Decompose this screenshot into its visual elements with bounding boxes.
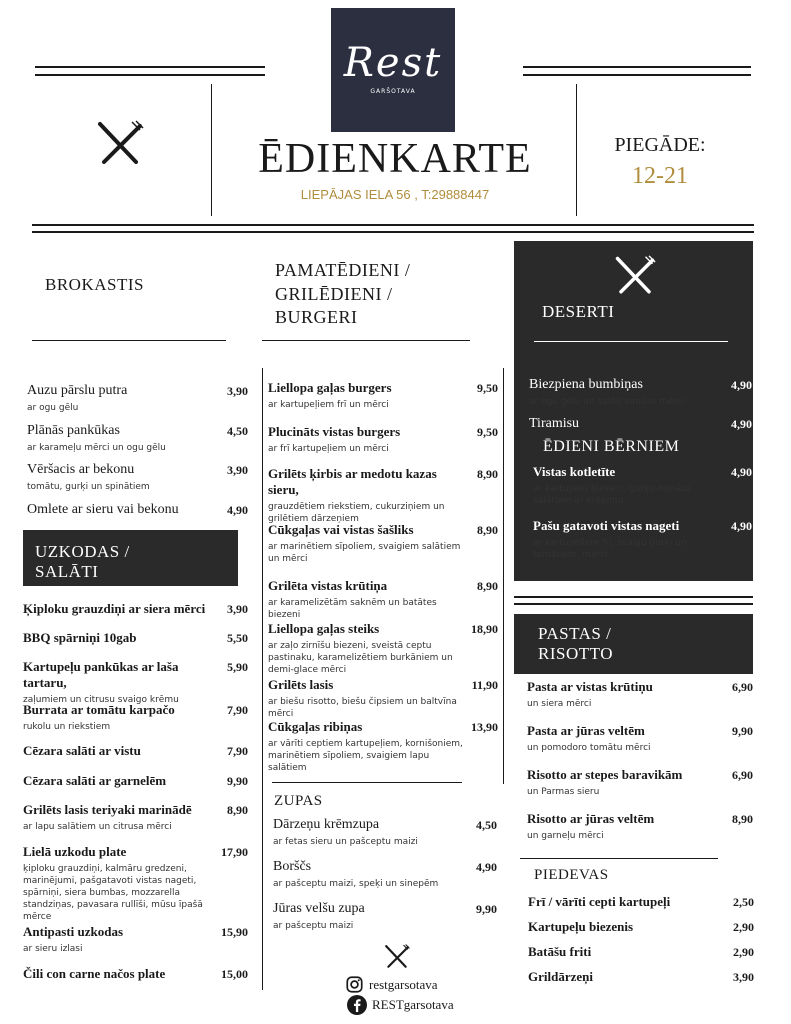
menu-item-price: 8,90 bbox=[477, 579, 498, 593]
menu-item-description: ar sieru izlasi bbox=[23, 944, 83, 954]
menu-item-name: Biezpiena bumbiņas bbox=[529, 377, 643, 392]
menu-item-price: 7,90 bbox=[227, 744, 248, 758]
menu-item-price: 11,90 bbox=[471, 678, 498, 692]
menu-item-price: 3,90 bbox=[227, 384, 248, 398]
menu-item-description: ar zaļo zirnīšu biezeni, sveistā ceptu pastinaku, karamelizētiem burkāniem un demi-glace mērci bbox=[268, 641, 453, 675]
menu-item-price: 3,90 bbox=[227, 602, 248, 616]
menu-item bbox=[527, 767, 753, 798]
menu-item-price: 6,90 bbox=[732, 768, 753, 782]
menu-item-description: tomātu, gurķi un spinātiem bbox=[27, 482, 150, 492]
menu-item-name: Risotto ar stepes baravikām bbox=[527, 767, 683, 782]
instagram-icon bbox=[346, 976, 363, 993]
section-title-uzkodas-line1: UZKODAS / bbox=[35, 542, 130, 561]
menu-item-description: ar pašceptu maizi, speķi un sinepēm bbox=[273, 879, 439, 889]
menu-item bbox=[23, 630, 248, 646]
menu-item bbox=[527, 679, 753, 710]
menu-item-description: ar karameļu mērci un ogu gēlu bbox=[27, 443, 166, 453]
menu-item bbox=[23, 966, 248, 982]
menu-item-price: 15,00 bbox=[221, 967, 248, 981]
menu-item bbox=[27, 462, 248, 493]
menu-item-name: Čili con carne načos plate bbox=[23, 966, 166, 981]
menu-item-name: Pasta ar jūras veltēm bbox=[527, 723, 645, 738]
menu-item-name: Plucināts vistas burgers bbox=[268, 424, 401, 439]
menu-item bbox=[268, 578, 498, 621]
menu-item bbox=[23, 924, 248, 955]
menu-item-name: Lielā uzkodu plate bbox=[23, 844, 127, 859]
menu-item bbox=[23, 601, 248, 617]
menu-item-price: 15,90 bbox=[221, 925, 248, 939]
delivery-hours: 12-21 bbox=[632, 163, 688, 189]
facebook-link[interactable] bbox=[346, 994, 454, 1016]
menu-item-name: Batāšu friti bbox=[528, 944, 592, 959]
menu-item-name: Vistas kotletīte bbox=[533, 464, 616, 479]
menu-item-price: 4,50 bbox=[227, 424, 248, 438]
menu-item-price: 9,90 bbox=[732, 724, 753, 738]
menu-item bbox=[529, 377, 752, 408]
menu-item bbox=[533, 464, 752, 507]
logo-subtitle: GARŠOTAVA bbox=[370, 88, 416, 95]
menu-item-price: 6,90 bbox=[732, 680, 753, 694]
menu-item-price: 4,90 bbox=[731, 378, 752, 392]
section-title-uzkodas-line2: SALĀTI bbox=[35, 562, 99, 581]
menu-item bbox=[268, 424, 498, 455]
menu-item-name: Dārzeņu krēmzupa bbox=[273, 817, 380, 832]
menu-item bbox=[273, 859, 497, 890]
menu-item-description: ar biešu risotto, biešu čipsiem un baltvīna mērci bbox=[268, 697, 457, 719]
section-title-pastas-line2: RISOTTO bbox=[538, 644, 613, 663]
menu-item-price: 8,90 bbox=[732, 812, 753, 826]
menu-item-description: ar pašceptu maizi bbox=[273, 921, 354, 931]
menu-item-name: Auzu pārslu putra bbox=[27, 383, 128, 398]
uzkodas-header bbox=[23, 530, 238, 586]
menu-item bbox=[23, 743, 248, 759]
menu-item bbox=[27, 383, 248, 414]
menu-item bbox=[23, 844, 248, 923]
menu-item-name: Grilēts lasis bbox=[268, 677, 334, 692]
menu-item-name: Risotto ar jūras veltēm bbox=[527, 811, 655, 826]
menu-item-name: Kartupeļu pankūkas ar laša tartaru, bbox=[23, 659, 179, 690]
menu-item bbox=[268, 380, 498, 411]
menu-item bbox=[529, 416, 752, 432]
menu-item-description: un garneļu mērci bbox=[527, 831, 604, 841]
menu-item-name: Cūkgaļas ribiņas bbox=[268, 719, 363, 734]
menu-item-description: rukolu un riekstiem bbox=[23, 722, 111, 732]
menu-item bbox=[273, 817, 497, 848]
menu-item-name: Vēršacis ar bekonu bbox=[27, 462, 135, 477]
menu-item-description: ar frī kartupeļiem un mērci bbox=[268, 444, 389, 454]
menu-item-price: 4,90 bbox=[476, 860, 497, 874]
menu-item bbox=[527, 723, 753, 754]
section-title-deserti: DESERTI bbox=[542, 302, 615, 321]
menu-item-description: ar ogu gēlu bbox=[27, 403, 79, 413]
pastas-header bbox=[514, 614, 753, 674]
menu-item-description: ar marinētiem sīpoliem, svaigiem salātiem un mērci bbox=[268, 542, 461, 564]
menu-item-description: ķiploku grauzdiņi, kalmāru gredzeni, marinējumi, pašgatavoti vistas nageti, spārniņi, siera bumbas, mozzarella standziņas, pavasara rullīši, mūsu īpašā mērce bbox=[23, 864, 203, 922]
menu-item-name: Borščs bbox=[273, 859, 312, 874]
menu-item-price: 4,50 bbox=[476, 818, 497, 832]
menu-item bbox=[268, 677, 498, 720]
section-title-piedevas: PIEDEVAS bbox=[534, 867, 609, 883]
section-title-brokastis: BROKASTIS bbox=[45, 275, 144, 294]
menu-item-description: ar vārīti ceptiem kartupeļiem, kornišoniem, marinētiem sīpoliem, svaigiem lapu salātiem bbox=[268, 739, 463, 773]
menu-item bbox=[23, 659, 248, 706]
menu-item-description: ar karamelizētām saknēm un batātes biezeni bbox=[268, 598, 437, 620]
facebook-handle: RESTgarsotava bbox=[372, 997, 454, 1012]
menu-item bbox=[528, 894, 754, 910]
menu-item-price: 9,90 bbox=[227, 774, 248, 788]
menu-item bbox=[268, 621, 498, 676]
cutlery-icon bbox=[96, 120, 144, 168]
menu-item-price: 8,90 bbox=[227, 803, 248, 817]
menu-item bbox=[23, 773, 248, 789]
section-title-berniem: ĒDIENI BĒRNIEM bbox=[543, 438, 680, 455]
menu-item-name: Ķiploku grauzdiņi ar siera mērci bbox=[23, 601, 206, 616]
menu-item bbox=[27, 502, 248, 518]
menu-item-description: ar ogu gēlu un saldo vaniļas mērci bbox=[529, 397, 685, 407]
menu-item-name: Grildārzeņi bbox=[528, 969, 593, 984]
menu-item-name: Cēzara salāti ar vistu bbox=[23, 743, 141, 758]
menu-item-price: 2,90 bbox=[733, 920, 754, 934]
menu-item bbox=[268, 522, 498, 565]
menu-item-description: ar kartupeļiem frī un mērci bbox=[268, 400, 389, 410]
menu-item-description: un siera mērci bbox=[527, 699, 592, 709]
menu-item-name: Burrata ar tomātu karpačo bbox=[23, 702, 175, 717]
menu-item-name: Jūras velšu zupa bbox=[273, 901, 365, 916]
menu-item-price: 4,90 bbox=[731, 465, 752, 479]
menu-item-price: 8,90 bbox=[477, 523, 498, 537]
menu-item bbox=[23, 702, 248, 733]
section-title-pamatedieni-line3: BURGERI bbox=[275, 307, 358, 327]
menu-item-price: 3,90 bbox=[227, 463, 248, 477]
menu-item bbox=[528, 969, 754, 985]
menu-item-price: 5,90 bbox=[227, 660, 248, 674]
menu-item bbox=[528, 919, 754, 935]
menu-item-description: ar kartupeļu biezeni, gurķu-tomātu salātiem ar krējumu bbox=[533, 484, 691, 506]
menu-item-name: Pašu gatavoti vistas nageti bbox=[533, 518, 680, 533]
menu-item-description: ar lapu salātiem un citrusa mērci bbox=[23, 822, 172, 832]
section-title-zupas: ZUPAS bbox=[274, 793, 323, 809]
menu-item-name: Grilēta vistas krūtiņa bbox=[268, 578, 388, 593]
menu-item-name: Antipasti uzkodas bbox=[23, 924, 124, 939]
menu-item-price: 2,90 bbox=[733, 945, 754, 959]
menu-item-name: Omlete ar sieru vai bekonu bbox=[27, 502, 179, 517]
instagram-link[interactable] bbox=[346, 976, 438, 993]
menu-item-name: Pasta ar vistas krūtiņu bbox=[527, 679, 653, 694]
menu-item-price: 18,90 bbox=[471, 622, 498, 636]
menu-item-name: Grilēts ķirbis ar medotu kazas sieru, bbox=[268, 466, 437, 497]
menu-item-price: 4,90 bbox=[227, 503, 248, 517]
facebook-icon bbox=[346, 994, 368, 1016]
logo bbox=[331, 8, 455, 132]
menu-item-name: Liellopa gaļas burgers bbox=[268, 380, 392, 395]
menu-item-description: grauzdētiem riekstiem, cukurziņiem un grilētiem dārzeņiem bbox=[268, 502, 445, 524]
menu-item-price: 9,50 bbox=[477, 381, 498, 395]
menu-item-name: Tiramisu bbox=[529, 416, 580, 431]
logo-script: Rest bbox=[343, 40, 443, 86]
menu-item bbox=[23, 802, 248, 833]
menu-item-price: 4,90 bbox=[731, 417, 752, 431]
cutlery-icon-footer bbox=[384, 944, 410, 970]
menu-item bbox=[533, 518, 752, 561]
menu-item bbox=[268, 719, 498, 774]
menu-item-name: Cūkgaļas vai vistas šašliks bbox=[268, 522, 414, 537]
page-title: ĒDIENKARTE bbox=[258, 136, 532, 182]
menu-item-description: un pomodoro tomātu mērci bbox=[527, 743, 651, 753]
menu-item-price: 13,90 bbox=[471, 720, 498, 734]
menu-item-price: 9,90 bbox=[476, 902, 497, 916]
menu-item-price: 4,90 bbox=[731, 519, 752, 533]
menu-item-description: ar fetas sieru un pašceptu maizi bbox=[273, 837, 418, 847]
menu-item bbox=[27, 423, 248, 454]
section-title-pastas-line1: PASTAS / bbox=[538, 624, 612, 643]
menu-item-price: 3,90 bbox=[733, 970, 754, 984]
menu-item-price: 9,50 bbox=[477, 425, 498, 439]
menu-item-price: 7,90 bbox=[227, 703, 248, 717]
menu-item-description: ar kartupeļiem frī, svaigu gurķi un tomātiem, mērci bbox=[533, 538, 687, 560]
cutlery-icon-deserti bbox=[614, 255, 656, 297]
menu-item-price: 2,50 bbox=[733, 895, 754, 909]
menu-item-name: Frī / vārīti cepti kartupeļi bbox=[528, 894, 671, 909]
menu-item bbox=[527, 811, 753, 842]
address: LIEPĀJAS IELA 56 , T:29888447 bbox=[300, 187, 490, 202]
menu-item-description: zaļumiem un citrusu svaigo krēmu bbox=[23, 695, 179, 705]
instagram-handle: restgarsotava bbox=[369, 976, 438, 992]
menu-item-name: BBQ spārniņi 10gab bbox=[23, 630, 137, 645]
menu-item bbox=[528, 944, 754, 960]
menu-item-description: un Parmas sieru bbox=[527, 787, 600, 797]
menu-item-name: Liellopa gaļas steiks bbox=[268, 621, 380, 636]
menu-item-price: 5,50 bbox=[227, 631, 248, 645]
menu-item bbox=[268, 466, 498, 525]
menu-item-name: Grilēts lasis teriyaki marinādē bbox=[23, 802, 192, 817]
delivery-label: PIEGĀDE: bbox=[614, 134, 706, 156]
menu-item-name: Cēzara salāti ar garnelēm bbox=[23, 773, 167, 788]
menu-item-name: Kartupeļu biezenis bbox=[528, 919, 634, 934]
menu-item-price: 8,90 bbox=[477, 467, 498, 481]
menu-item-name: Plānās pankūkas bbox=[27, 423, 120, 438]
menu-item-price: 17,90 bbox=[221, 845, 248, 859]
section-title-pamatedieni-line2: GRILĒDIENI / bbox=[275, 284, 393, 304]
section-title-pamatedieni-line1: PAMATĒDIENI / bbox=[275, 260, 411, 280]
menu-item bbox=[273, 901, 497, 932]
